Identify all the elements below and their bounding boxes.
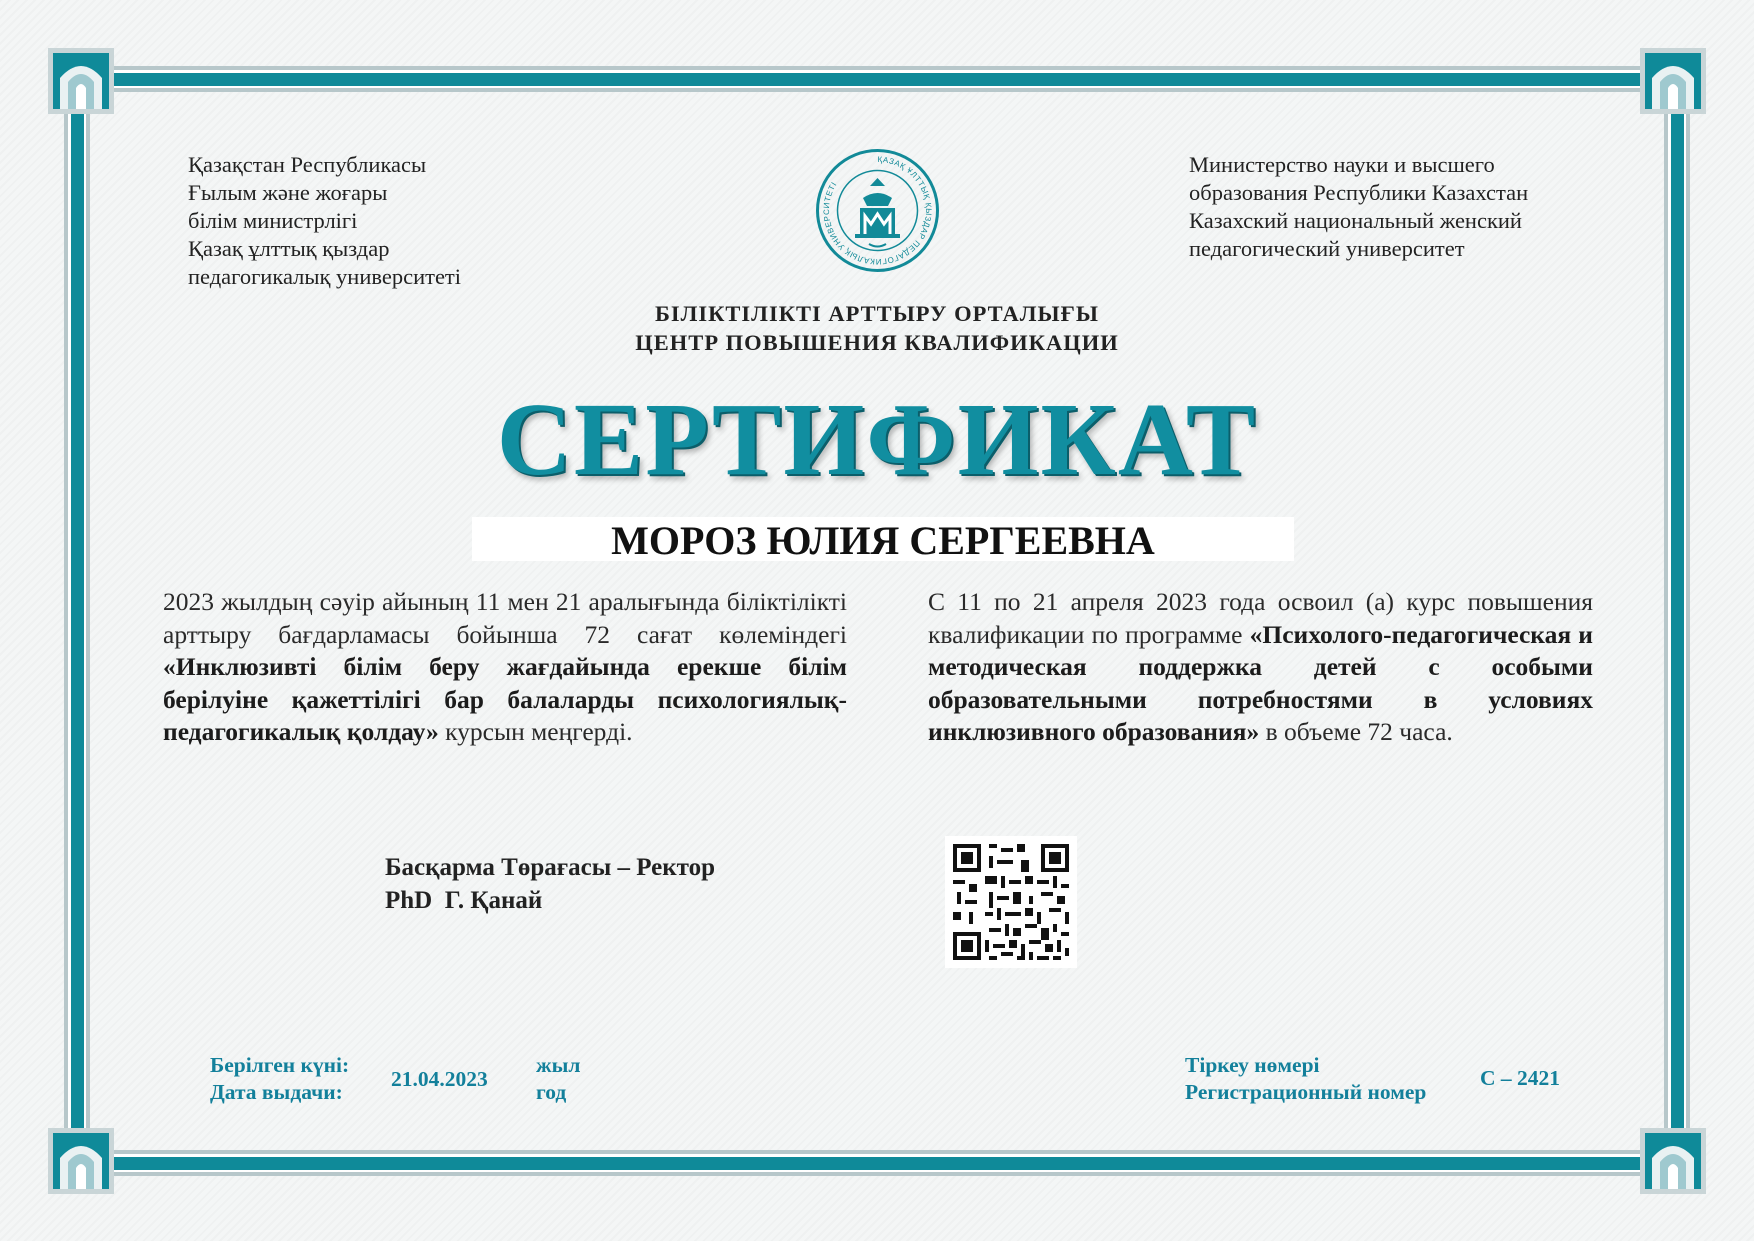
registration-number: С – 2421 — [1480, 1066, 1561, 1090]
header-right-line: Казахский национальный женский — [1189, 208, 1522, 233]
emblem-ring-text: ҚАЗАҚ ҰЛТТЫҚ ҚЫЗДАР ПЕДАГОГИКАЛЫҚ УНИВЕРСИТЕТІ — [821, 154, 934, 267]
issue-date-label-kz: Берілген күні: — [210, 1053, 350, 1077]
recipient-name: МОРОЗ ЮЛИЯ СЕРГЕЕВНА — [611, 518, 1155, 563]
qr-code[interactable] — [945, 836, 1077, 968]
registration-labels — [1185, 1052, 1426, 1106]
header-left-line: білім министрлігі — [188, 208, 358, 233]
issue-date-label-ru: Дата выдачи: — [210, 1080, 343, 1104]
signatory-name: PhD Г. Қанай — [385, 887, 543, 914]
registration-label-kz: Тіркеу нөмері — [1185, 1053, 1320, 1077]
header-right-ru — [1189, 151, 1528, 263]
center-name-kz: БІЛІКТІЛІКТІ АРТТЫРУ ОРТАЛЫҒЫ — [654, 301, 1100, 326]
course-title-kz: «Инклюзивті білім беру жағдайында ерекше білім берілуіне қажеттілігі бар балаларды психологиялық-педагогикалық қолдау» — [163, 652, 847, 747]
signatory-position: Басқарма Төрағасы – Ректор — [385, 854, 716, 881]
body-kz-intro: 2023 жылдың сәуір айының 11 мен 21 аралығында біліктілікті арттыру бағдарламасы бойынша 72 сағат көлеміндегі — [163, 587, 847, 649]
frame-bottom-bar — [75, 1150, 1679, 1176]
qr-code-icon — [945, 836, 1077, 968]
issue-date-suffix-ru: год — [536, 1080, 567, 1104]
header-left-line: педагогикалық университеті — [188, 264, 462, 289]
issue-date-value: 21.04.2023 — [391, 1067, 488, 1091]
certificate-title: СЕРТИФИКАТ — [496, 382, 1258, 497]
frame-top-bar — [75, 66, 1679, 92]
frame-right-bar — [1664, 60, 1690, 1176]
body-kz-outro: курсын меңгерді. — [438, 717, 633, 747]
header-right-line: педагогический университет — [1189, 236, 1465, 261]
signatory — [385, 851, 715, 917]
corner-ornament-top-right — [1640, 48, 1706, 114]
header-right-line: Министерство науки и высшего — [1189, 152, 1495, 177]
course-title-ru: «Психолого-педагогическая и методическая поддержка детей с особыми образовательными потребностями в условиях инклюзивного образования» — [928, 619, 1593, 747]
center-name-ru: ЦЕНТР ПОВЫШЕНИЯ КВАЛИФИКАЦИИ — [635, 330, 1119, 355]
body-ru-outro: в объеме 72 часа. — [1259, 717, 1453, 747]
header-right-line: образования Республики Казахстан — [1189, 180, 1529, 205]
body-ru-intro: С 11 по 21 апреля 2023 года освоил (а) курс повышения квалификации по программе — [928, 587, 1593, 649]
header-left-line: Қазақстан Республикасы — [188, 152, 427, 177]
body-text-kz — [163, 586, 847, 749]
corner-ornament-top-left — [48, 48, 114, 114]
issue-date-suffix-kz: жыл — [536, 1053, 581, 1077]
body-text-ru — [928, 586, 1593, 749]
header-left-line: Қазақ ұлттық қыздар — [188, 236, 390, 261]
frame-left-bar — [64, 60, 90, 1176]
issue-date-suffix — [536, 1052, 580, 1106]
university-emblem-icon — [815, 148, 940, 273]
corner-ornament-bottom-right — [1640, 1128, 1706, 1194]
header-left-line: Ғылым және жоғары — [188, 180, 388, 205]
corner-ornament-bottom-left — [48, 1128, 114, 1194]
registration-label-ru: Регистрационный номер — [1185, 1080, 1427, 1104]
issue-date-labels — [210, 1052, 349, 1106]
header-left-kz — [188, 151, 461, 291]
